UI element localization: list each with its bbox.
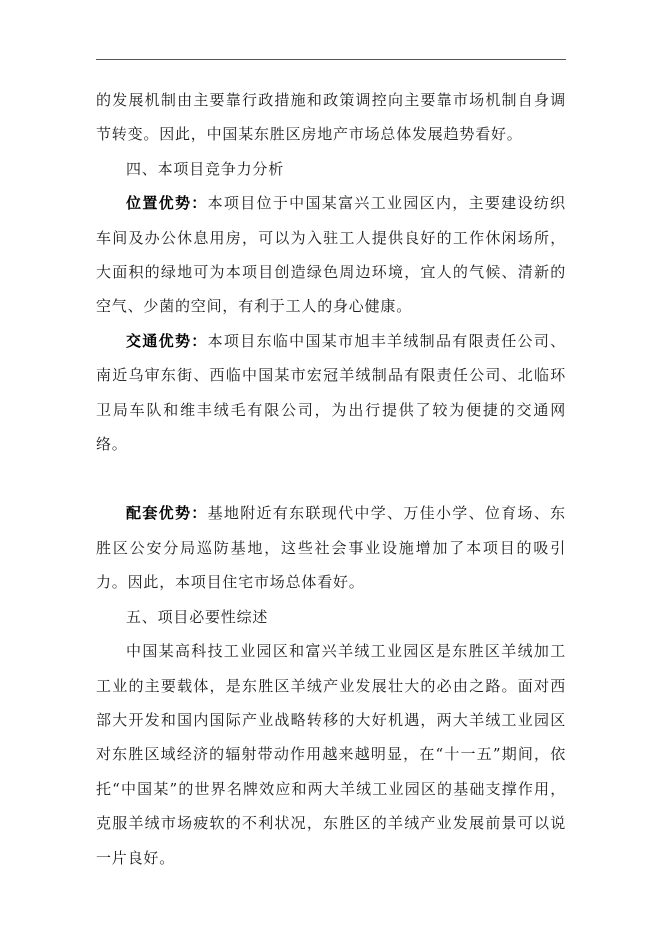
traffic-advantage-text: 本项目东临中国某市旭丰羊绒制品有限责任公司、南近乌审东街、西临中国某市宏冠羊绒制品有限责任公司、北临环卫局车队和维丰绒毛有限公司，为出行提供了较为便捷的交通网络。 [96,331,566,454]
paragraph-support-advantage [96,496,566,599]
location-advantage-text: 本项目位于中国某富兴工业园区内，主要建设纺织车间及办公休息用房，可以为入驻工人提供良好的工作休闲场所，大面积的绿地可为本项目创造绿色周边环境，宜人的气候、清新的空气、少菌的空间，有利于工人的身心健康。 [96,194,566,316]
paragraph-traffic-advantage [96,324,566,462]
paragraph-location-advantage [96,186,566,324]
blank-line [96,461,566,496]
header-rule [96,59,566,60]
support-advantage-text: 基地附近有东联现代中学、万佳小学、位育场、东胜区公安分局巡防基地，这些社会事业设施增加了本项目的吸引力。因此，本项目住宅市场总体看好。 [96,504,566,592]
location-advantage-lead: 位置优势： [126,194,208,213]
paragraph-necessity-summary: 中国某高科技工业园区和富兴羊绒工业园区是东胜区羊绒加工工业的主要载体，是东胜区羊绒产业发展壮大的必由之路。面对西部大开发和国内国际产业战略转移的大好机遇，两大羊绒工业园区对东胜区域经济的辐射带动作用越来越明显，在“十一五”期间，依托“中国某”的世界名牌效应和两大羊绒工业园区的基础支撑作用，克服羊绒市场疲软的不利状况，东胜区的羊绒产业发展前景可以说一片良好。 [96,642,566,867]
document-body [96,83,566,875]
paragraph-market-trend: 的发展机制由主要靠行政措施和政策调控向主要靠市场机制自身调节转变。因此，中国某东胜区房地产市场总体发展趋势看好。 [96,91,566,144]
section-heading-competitiveness: 四、本项目竞争力分析 [126,159,285,178]
section-heading-necessity: 五、项目必要性综述 [126,607,269,626]
support-advantage-lead: 配套优势： [126,504,208,523]
traffic-advantage-lead: 交通优势： [126,331,208,350]
